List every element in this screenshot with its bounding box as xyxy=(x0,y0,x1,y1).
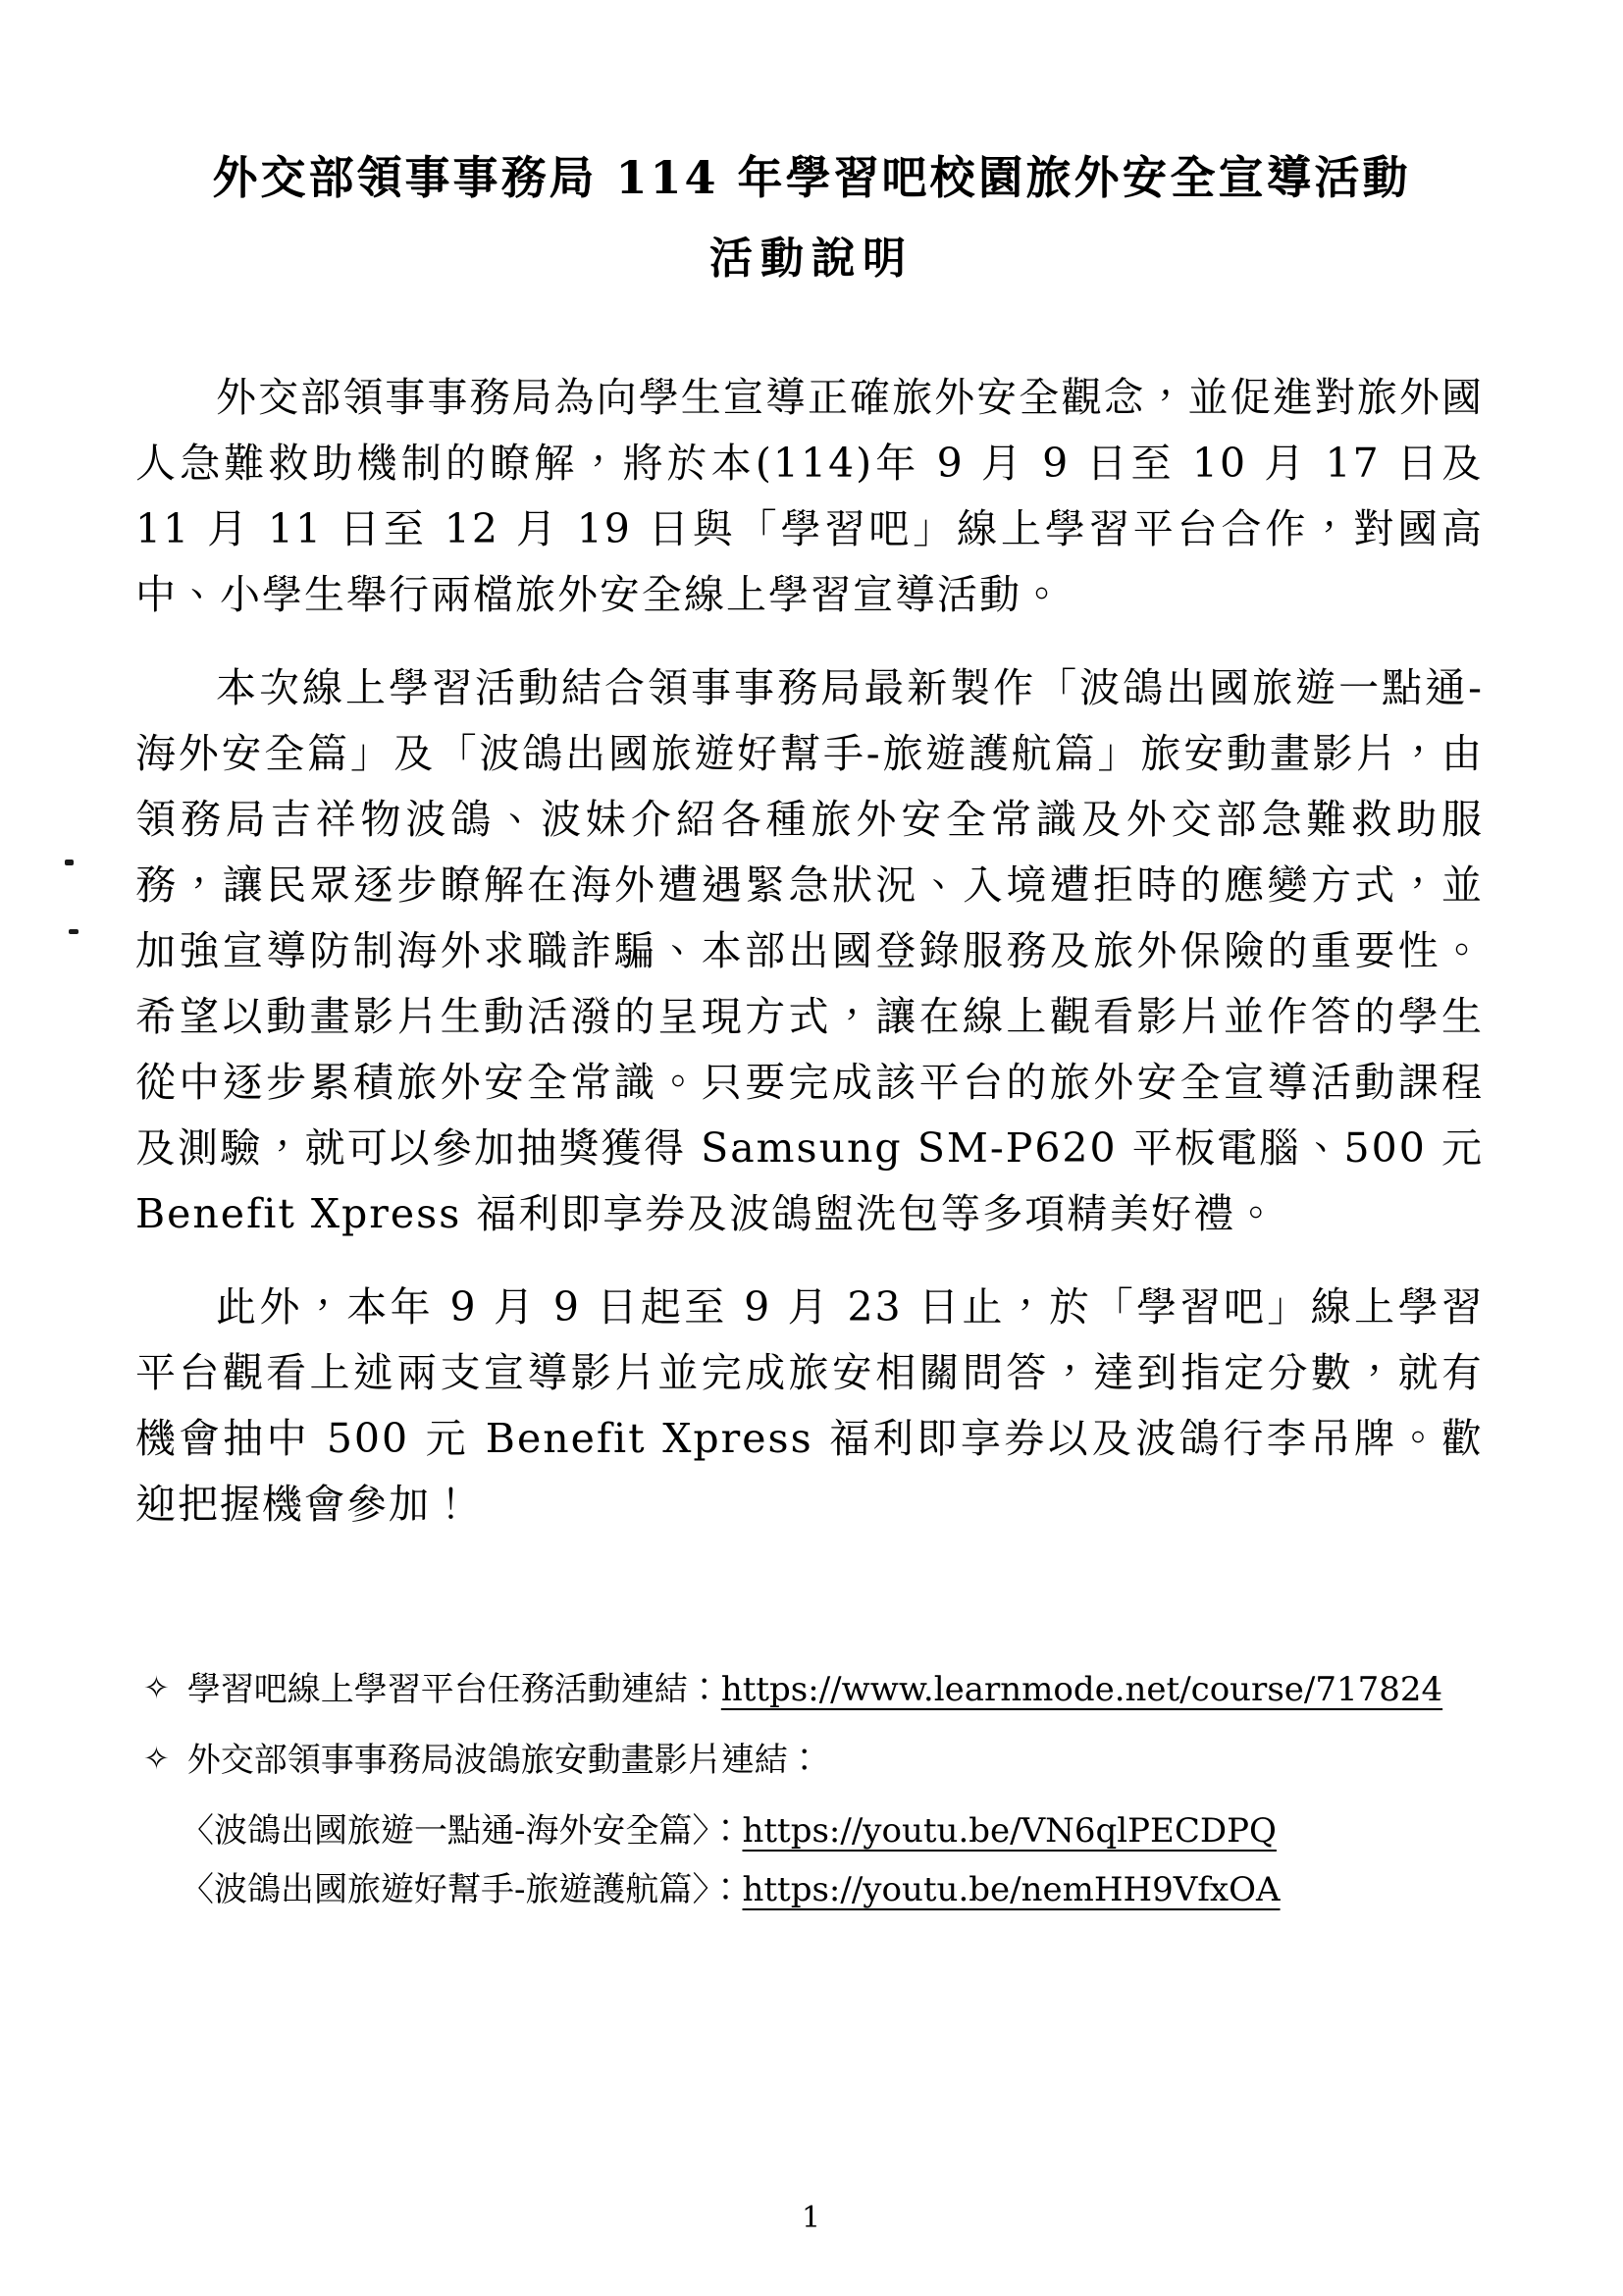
videos-heading-label: 外交部領事事務局波鴿旅安動畫影片連結： xyxy=(186,1741,821,1780)
video-link-line-1 xyxy=(181,1808,1505,1853)
video1-link-url[interactable]: https://youtu.be/VN6qlPECDPQ xyxy=(742,1811,1277,1851)
body-paragraph-1: 外交部領事事務局為向學生宣導正確旅外安全觀念，並促進對旅外國人急難救助機制的瞭解，將於本(114)年 9 月 9 日至 10 月 17 日及 11 月 11 日至 12 月 19 日與「學習吧」線上學習平台合作，對國高中、小學生舉行兩檔旅外安全線上學習宣導活動。 xyxy=(135,374,1484,618)
scan-artifact-dot xyxy=(65,860,74,865)
links-section xyxy=(143,1667,1505,1912)
body-paragraph-3: 此外，本年 9 月 9 日起至 9 月 23 日止，於「學習吧」線上學習平台觀看上述兩支宣導影片並完成旅安相關問答，達到指定分數，就有機會抽中 500 元 Benefit Xpress 福利即享券以及波鴿行李吊牌。歡迎把握機會參加！ xyxy=(135,1283,1484,1528)
videos-heading-line xyxy=(143,1738,1505,1783)
platform-link-url[interactable]: https://www.learnmode.net/course/717824 xyxy=(720,1670,1443,1709)
video2-link-url[interactable]: https://youtu.be/nemHH9VfxOA xyxy=(742,1870,1281,1909)
platform-link-label: 學習吧線上學習平台任務活動連結： xyxy=(186,1670,721,1709)
body-paragraph-2: 本次線上學習活動結合領事事務局最新製作「波鴿出國旅遊一點通-海外安全篇」及「波鴿出國旅遊好幫手-旅遊護航篇」旅安動畫影片，由領務局吉祥物波鴿、波妹介紹各種旅外安全常識及外交部急難救助服務，讓民眾逐步瞭解在海外遭遇緊急狀況、入境遭拒時的應變方式，並加強宣導防制海外求職詐騙、本部出國登錄服務及旅外保險的重要性。希望以動畫影片生動活潑的呈現方式，讓在線上觀看影片並作答的學生從中逐步累積旅外安全常識。只要完成該平台的旅外安全宣導活動課程及測驗，就可以參加抽獎獲得 Samsung SM-P620 平板電腦、500 元 Benefit Xpress 福利即享券及波鴿盥洗包等多項精美好禮。 xyxy=(135,664,1484,1237)
document-body xyxy=(135,365,1484,1538)
page-title: 外交部領事事務局 114 年學習吧校園旅外安全宣導活動 xyxy=(212,151,1411,204)
video2-label: 〈波鴿出國旅遊好幫手-旅遊護航篇〉： xyxy=(181,1870,743,1909)
scan-artifact-dot xyxy=(69,929,79,934)
page-number: 1 xyxy=(801,2201,822,2235)
diamond-bullet-icon: ✧ xyxy=(143,1740,170,1777)
platform-link-line xyxy=(143,1667,1505,1712)
video1-label: 〈波鴿出國旅遊一點通-海外安全篇〉： xyxy=(181,1811,743,1851)
diamond-bullet-icon: ✧ xyxy=(143,1669,170,1706)
video-link-line-2 xyxy=(181,1867,1505,1912)
page-subtitle: 活動說明 xyxy=(709,234,914,284)
document-header xyxy=(0,0,1623,288)
